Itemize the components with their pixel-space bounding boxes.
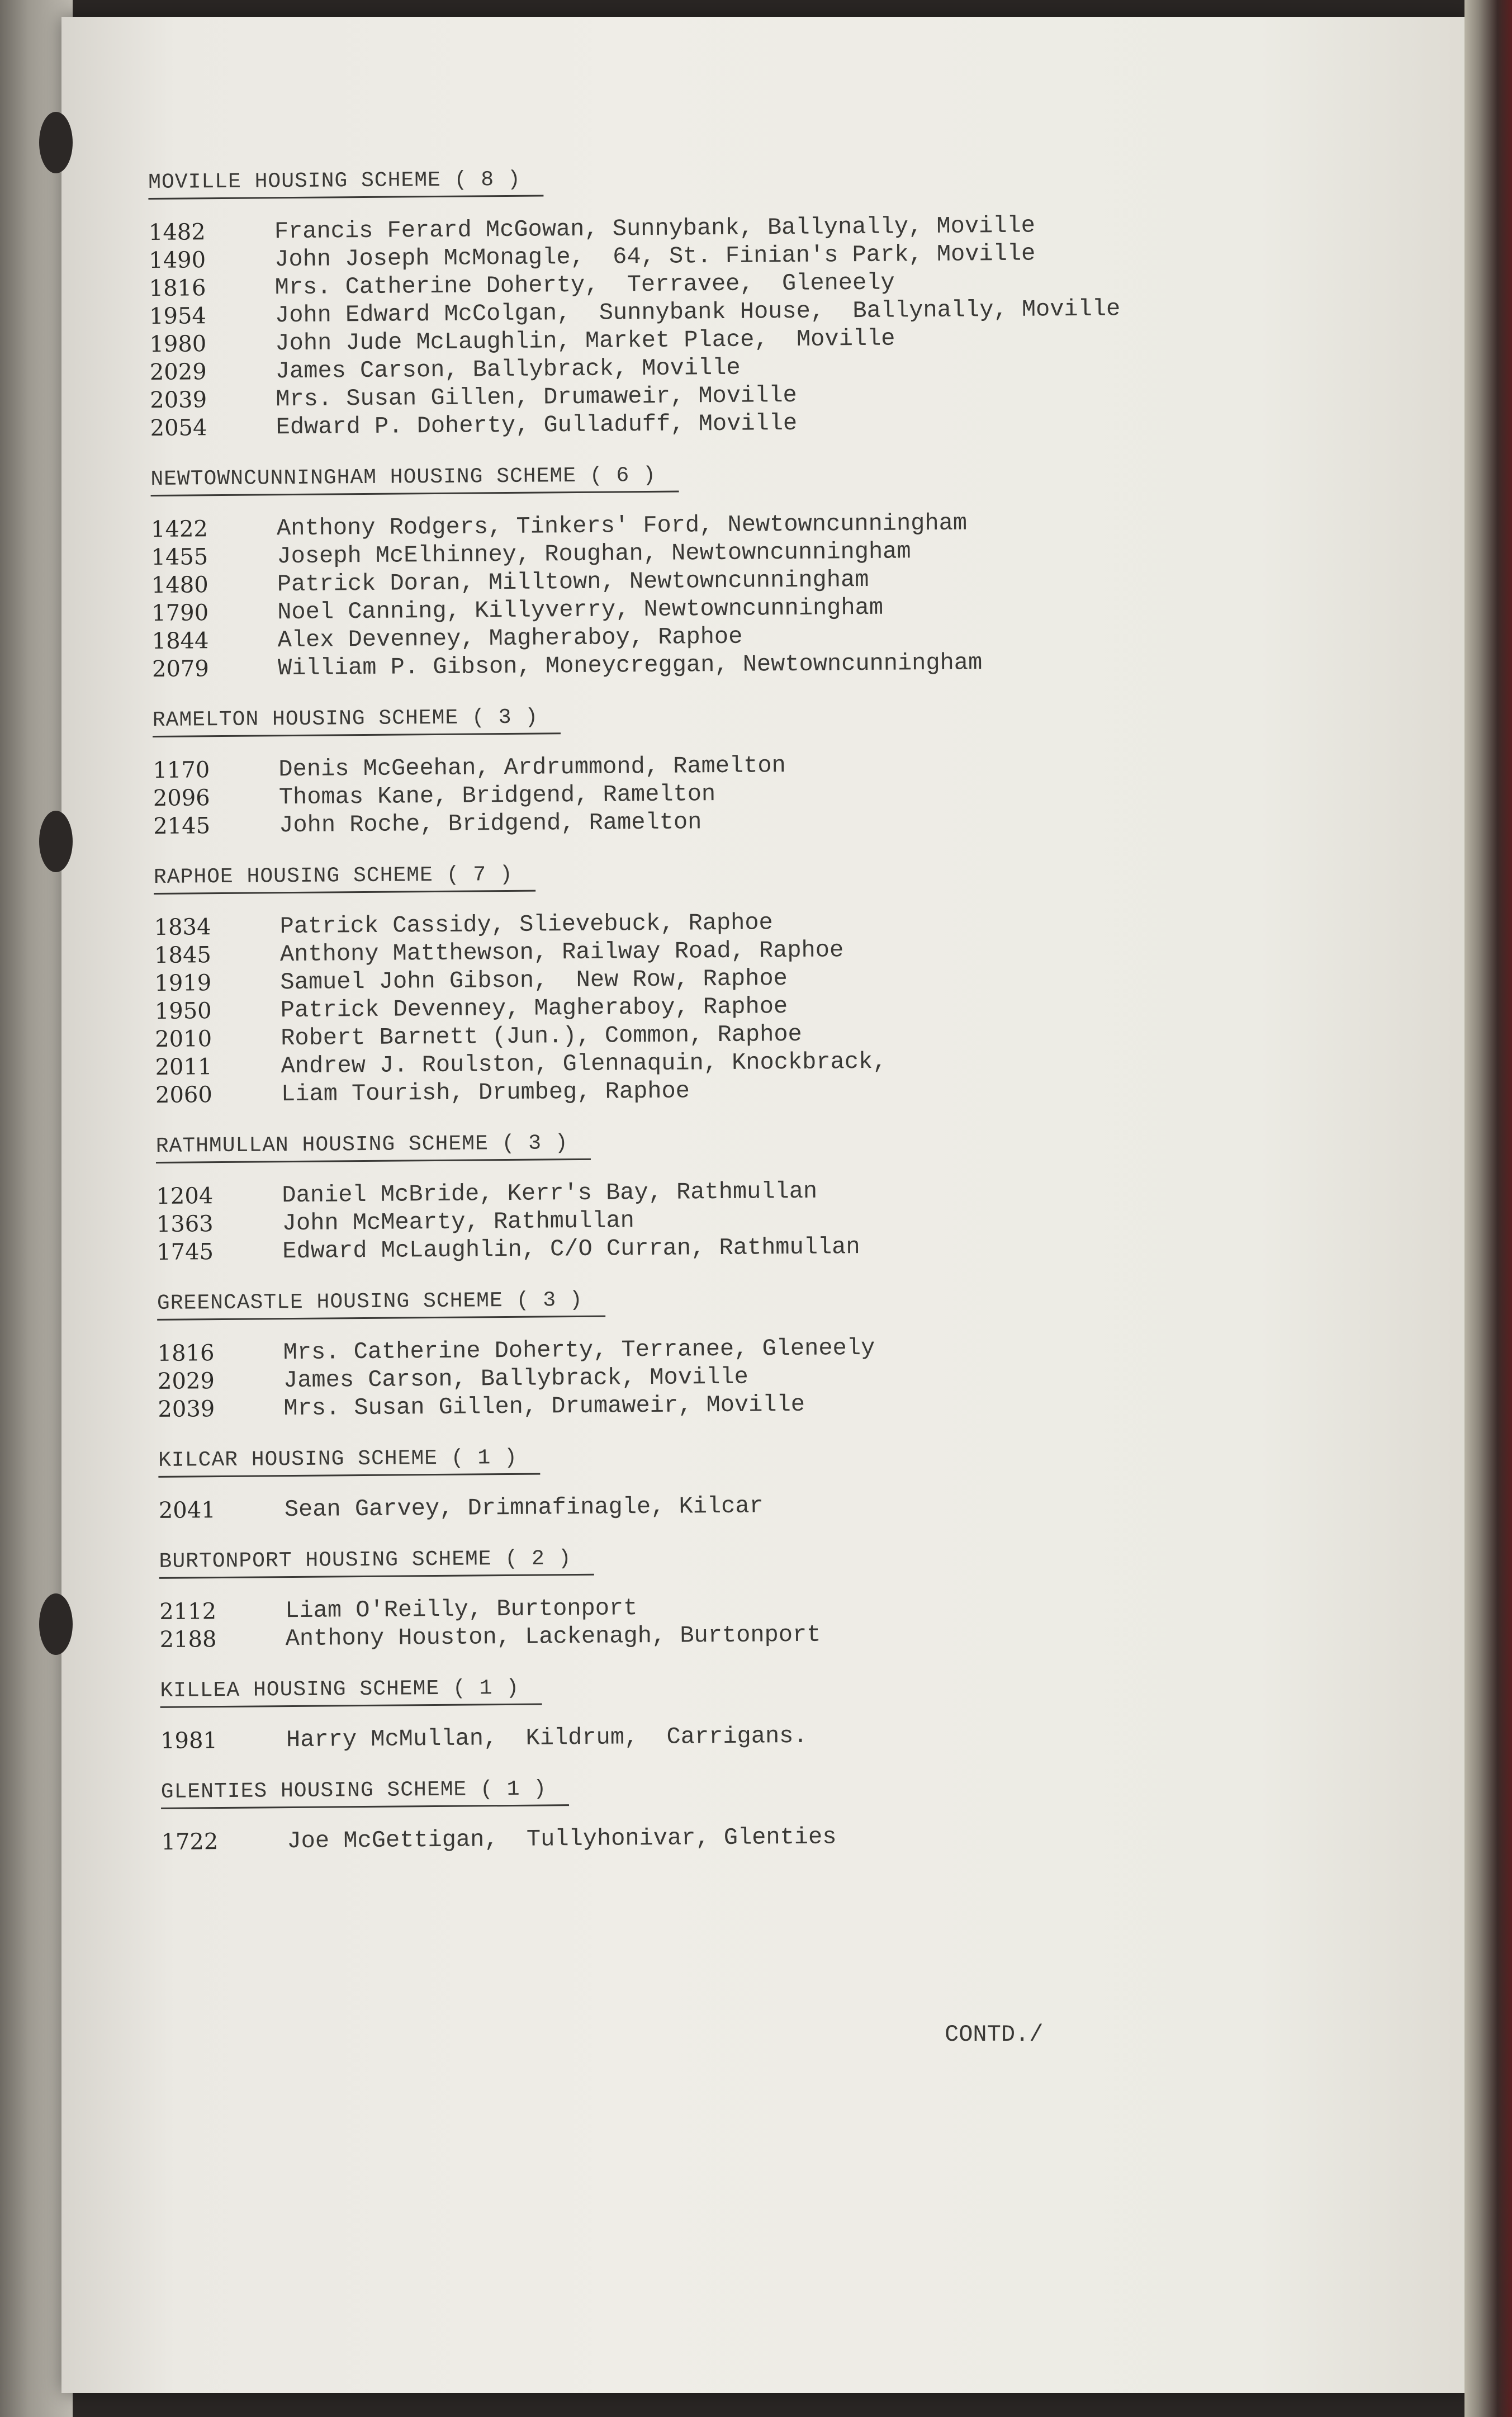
entry-number: 1422 [150,516,208,542]
entry-number: 1844 [151,628,209,654]
entry-number: 2041 [158,1497,216,1524]
entry-number: 1480 [151,572,208,598]
entry-number: 2096 [153,785,210,811]
entry-name-address: Liam Tourish, Drumbeg, Raphoe [281,1077,690,1108]
entry-name-address: Mrs. Catherine Doherty, Terravee, Gleneely [274,269,895,301]
entry-number: 1363 [156,1211,214,1237]
entry-number: 2145 [153,813,211,839]
entry-name-address: Samuel John Gibson, New Row, Raphoe [280,965,788,996]
entry-name-address: Denis McGeehan, Ardrummond, Ramelton [278,752,786,783]
entry-number: 1981 [160,1728,218,1754]
entry-number: 1950 [154,998,212,1024]
entry-name-address: Noel Canning, Killyverry, Newtowncunningham [277,594,884,626]
entry-number: 1745 [157,1239,214,1265]
list-item [161,1819,1279,1856]
continued-note: CONTD./ [945,2021,1044,2048]
entry-name-address: John Jude McLaughlin, Market Place, Moville [275,325,895,357]
section-heading: MOVILLE HOUSING SCHEME ( 8 ) [148,165,543,200]
entry-name-address: Mrs. Catherine Doherty, Terranee, Gleneely [283,1334,875,1366]
entry-number: 1790 [151,600,209,626]
entry-name-address: Joseph McElhinney, Roughan, Newtowncunningham [277,538,911,570]
housing-scheme-section [161,1768,1279,1856]
entry-name-address: Anthony Rodgers, Tinkers' Ford, Newtowncunningham [276,509,968,542]
entry-number: 2029 [157,1368,215,1394]
entry-name-address: Joe McGettigan, Tullyhonivar, Glenties [287,1823,837,1855]
entry-number: 1816 [157,1340,215,1366]
entry-name-address: Patrick Devenney, Magheraboy, Raphoe [280,993,788,1024]
entry-number: 1980 [149,331,207,357]
section-heading: RATHMULLAN HOUSING SCHEME ( 3 ) [156,1129,591,1163]
book-binding [1464,0,1512,2417]
binder-hole [39,1593,73,1655]
entry-number: 1490 [149,247,206,273]
housing-scheme-section [157,1280,1276,1423]
entry-number: 1722 [161,1829,219,1855]
entry-number: 2112 [159,1598,217,1625]
housing-scheme-section [154,854,1273,1109]
entry-number: 1816 [149,275,206,301]
list-item [160,1718,1278,1755]
housing-scheme-section [153,697,1272,840]
entry-number: 1834 [154,914,211,940]
entry-number: 2039 [150,387,207,413]
binder-hole [39,112,73,173]
section-heading: GLENTIES HOUSING SCHEME ( 1 ) [161,1775,570,1809]
entry-number: 2079 [151,656,210,682]
list-item [159,1488,1277,1525]
entry-number: 1482 [148,219,206,245]
section-heading: NEWTOWNCUNNINGHAM HOUSING SCHEME ( 6 ) [150,462,679,496]
entry-number: 2054 [150,415,207,441]
entry-name-address: Francis Ferard McGowan, Sunnybank, Ballynally, Moville [274,212,1036,245]
housing-scheme-section [150,456,1270,683]
entry-name-address: Daniel McBride, Kerr's Bay, Rathmullan [282,1177,818,1209]
entry-number: 2039 [158,1396,215,1422]
section-heading: GREENCASTLE HOUSING SCHEME ( 3 ) [157,1286,605,1321]
entry-name-address: Thomas Kane, Bridgend, Ramelton [278,781,716,811]
entry-name-address: Anthony Houston, Lackenagh, Burtonport [285,1621,821,1653]
binder-hole [39,811,73,872]
entry-number: 2010 [155,1026,212,1052]
entry-name-address: Mrs. Susan Gillen, Drumaweir, Moville [283,1390,805,1422]
entry-name-address: Harry McMullan, Kildrum, Carrigans. [286,1722,808,1754]
entry-name-address: John Joseph McMonagle, 64, St. Finian's Park, Moville [274,240,1036,273]
entry-name-address: James Carson, Ballybrack, Moville [283,1363,748,1394]
entry-number: 2188 [159,1626,217,1653]
entry-name-address: Robert Barnett (Jun.), Common, Raphoe [281,1020,802,1052]
section-heading: RAPHOE HOUSING SCHEME ( 7 ) [154,861,535,895]
entry-name-address: Anthony Matthewson, Railway Road, Raphoe [279,936,844,968]
entry-name-address: Edward P. Doherty, Gulladuff, Moville [276,409,798,441]
section-heading: KILLEA HOUSING SCHEME ( 1 ) [160,1675,542,1708]
entry-name-address: Edward McLaughlin, C/O Curran, Rathmullan [282,1233,860,1265]
entry-name-address: John Edward McColgan, Sunnybank House, Ballynally, Moville [274,295,1121,329]
entry-number: 1170 [153,757,210,783]
entry-name-address: William P. Gibson, Moneycreggan, Newtowncunningham [277,649,983,682]
entry-name-address: Patrick Doran, Milltown, Newtowncunningham [277,566,869,598]
entry-number: 1455 [151,544,208,570]
section-heading: KILCAR HOUSING SCHEME ( 1 ) [158,1444,540,1478]
entry-number: 1204 [156,1183,214,1209]
entry-number: 2029 [149,359,207,385]
housing-scheme-section [159,1538,1277,1654]
entry-name-address: Alex Devenney, Magheraboy, Raphoe [277,623,743,654]
entry-name-address: Patrick Cassidy, Slievebuck, Raphoe [279,909,773,940]
entry-number: 1845 [154,942,212,968]
section-heading: RAMELTON HOUSING SCHEME ( 3 ) [153,703,561,737]
entry-number: 2060 [155,1082,213,1108]
entry-name-address: Andrew J. Roulston, Glennaquin, Knockbrack, [281,1048,887,1080]
entry-name-address: Sean Garvey, Drimnafinagle, Kilcar [284,1492,764,1524]
housing-scheme-section [160,1667,1278,1755]
entry-name-address: James Carson, Ballybrack, Moville [275,354,741,385]
entry-number: 1954 [149,303,207,329]
entry-number: 1919 [154,970,212,996]
entry-name-address: Liam O'Reilly, Burtonport [285,1595,638,1625]
section-heading: BURTONPORT HOUSING SCHEME ( 2 ) [159,1545,594,1579]
entry-number: 2011 [155,1054,212,1080]
housing-scheme-section [156,1123,1275,1266]
entry-name-address: Mrs. Susan Gillen, Drumaweir, Moville [276,381,797,413]
entry-name-address: John Roche, Bridgend, Ramelton [279,808,702,839]
housing-scheme-section [148,159,1268,442]
entry-name-address: John McMearty, Rathmullan [282,1207,635,1237]
document-body [148,159,1279,1879]
housing-scheme-section [158,1437,1277,1525]
